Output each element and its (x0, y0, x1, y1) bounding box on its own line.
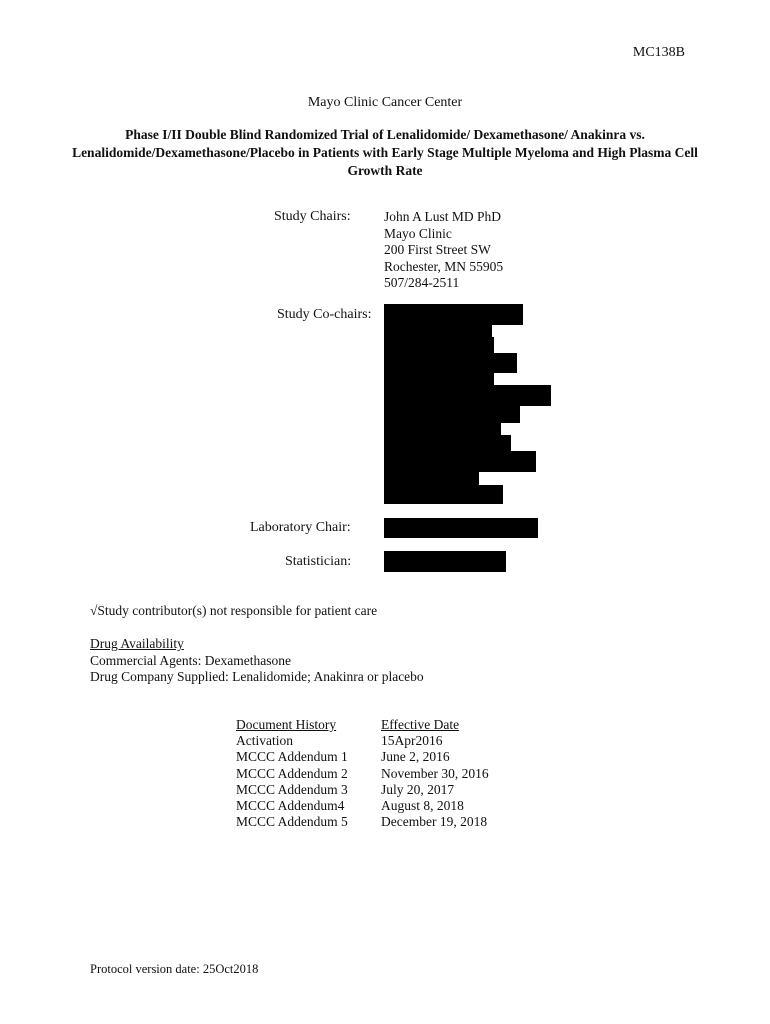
document-history-header: Document History (236, 717, 337, 732)
contributor-note: √Study contributor(s) not responsible for patient care (90, 603, 378, 618)
document-history-table (236, 717, 489, 830)
table-row (236, 782, 489, 798)
redaction-bar (384, 485, 503, 504)
history-date: June 2, 2016 (381, 749, 450, 765)
chair-line: Mayo Clinic (384, 225, 452, 241)
table-row (236, 733, 489, 749)
table-row (236, 814, 489, 830)
chair-line: Rochester, MN 55905 (384, 258, 504, 274)
study-chairs-label: Study Chairs: (274, 209, 351, 224)
company-supplied: Drug Company Supplied: Lenalidomide; Anakinra or placebo (90, 669, 424, 684)
protocol-version-date: Protocol version date: 25Oct2018 (90, 962, 259, 976)
chair-line: 507/284-2511 (384, 275, 460, 290)
chair-line: John A Lust MD PhD (384, 209, 502, 224)
history-date: December 19, 2018 (381, 814, 488, 830)
laboratory-chair-label: Laboratory Chair: (250, 520, 351, 535)
history-date: 15Apr2016 (381, 733, 443, 749)
statistician-redaction (384, 551, 506, 572)
table-row (236, 749, 489, 765)
history-event: MCCC Addendum 2 (236, 765, 348, 781)
commercial-agents: Commercial Agents: Dexamethasone (90, 652, 291, 668)
table-header-row (236, 717, 489, 733)
history-event: MCCC Addendum 5 (236, 814, 348, 830)
history-date: July 20, 2017 (381, 781, 455, 797)
table-row (236, 766, 489, 782)
center-name: Mayo Clinic Cancer Center (307, 95, 463, 110)
statistician-label: Statistician: (285, 554, 352, 569)
history-date: November 30, 2016 (381, 765, 489, 781)
history-event: Activation (236, 733, 293, 749)
effective-date-header: Effective Date (381, 717, 460, 732)
document-title: Phase I/II Double Blind Randomized Trial of Lenalidomide/ Dexamethasone/ Anakinra vs. Lenalidomide/Dexamethasone/Placebo in Patients with Early Stage Multiple Myeloma and High Plasma Cell Growth Rate (72, 127, 698, 178)
history-date: August 8, 2018 (381, 798, 464, 814)
study-chairs-contact (384, 209, 503, 292)
history-event: MCCC Addendum 3 (236, 781, 348, 797)
drug-availability-heading: Drug Availability (90, 636, 184, 651)
chair-line: 200 First Street SW (384, 242, 491, 257)
protocol-id: MC138B (632, 45, 685, 60)
history-event: MCCC Addendum4 (236, 798, 345, 814)
history-event: MCCC Addendum 1 (236, 749, 348, 765)
co-chairs-label: Study Co-chairs: (277, 307, 372, 322)
drug-availability-section (90, 636, 424, 686)
table-row (236, 798, 489, 814)
laboratory-chair-redaction (384, 518, 538, 538)
